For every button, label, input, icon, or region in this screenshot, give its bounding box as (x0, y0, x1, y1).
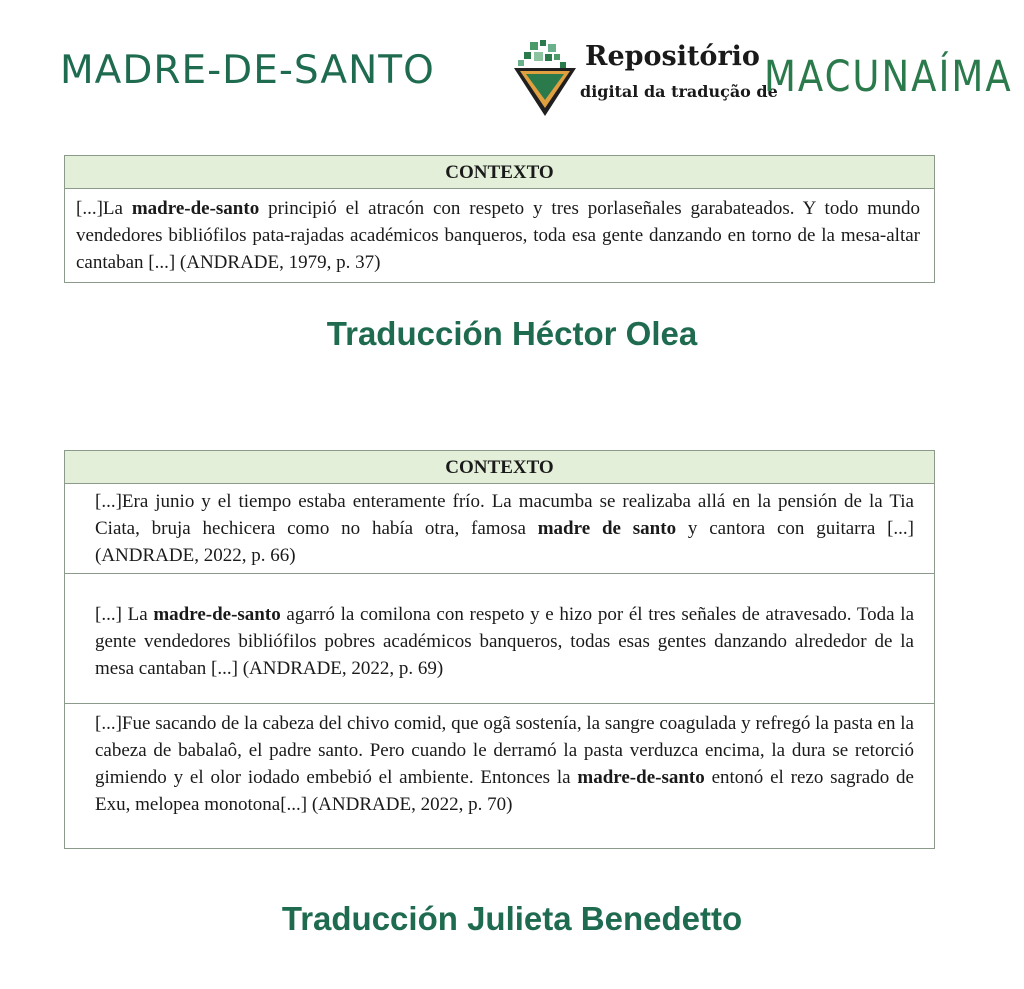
logo-line-macunaima: MACUNAÍMA (764, 52, 1013, 102)
context-text: principió el atracón con respeto y tres porlaseñales garabateados. Y todo mundo vendedores bibliófilos pata-rajadas académicos banqueros, toda esa gente danzando en torno de la mesa-altar cantaban [...] (ANDRADE, 1979, p. 37) (76, 198, 920, 273)
table-row (65, 484, 935, 574)
term-highlight: madre de santo (537, 518, 677, 539)
logo-line-digital: digital da tradução de (580, 82, 778, 101)
context-text: [...]La (76, 198, 132, 219)
context-text: [...]Era junio y el tiempo estaba enteramente frío. La macumba se realizaba allá en la pensión de la Tia Ciata, bruja hechicera como no había otra, famosa (95, 491, 914, 539)
context-cell (65, 574, 935, 704)
context-text: [...] La (95, 604, 154, 625)
term-highlight: madre-de-santo (131, 198, 260, 219)
translation-title-olea: Traducción Héctor Olea (326, 315, 698, 352)
translation-title-benedetto: Traducción Julieta Benedetto (281, 900, 743, 937)
context-text: agarró la comilona con respeto y e hizo por él tres señales de atravesado. Toda la gente vendedores bibliófilos pobres académicos banqueros, todas esas gentes danzando alrededor de la mesa cantaban [...] (ANDRADE, 2022, p. 69) (95, 604, 915, 679)
page-title: MADRE-DE-SANTO (60, 48, 435, 93)
context-header: CONTEXTO (65, 156, 935, 189)
table-row (65, 704, 935, 849)
table-row (65, 189, 935, 283)
repository-logo (512, 38, 1013, 118)
context-cell (65, 189, 935, 283)
context-table-olea (64, 155, 935, 283)
context-table-benedetto (64, 450, 935, 849)
context-text: [...]Fue sacando de la cabeza del chivo comid, que ogã sostenía, la sangre coagulada y refregó la pasta en la cabeza de babalaô, el padre santo. Pero cuando le derramó la pasta verduzca encima, la dura se retorció gimiendo y el olor iodado embebió el ambiente. Entonces la (95, 713, 914, 788)
context-text: entonó el rezo sagrado de Exu, melopea monotona[...] (ANDRADE, 2022, p. 70) (95, 767, 914, 815)
table-row (65, 574, 935, 704)
context-header: CONTEXTO (65, 451, 935, 484)
context-cell (65, 704, 935, 849)
logo-mark-icon (512, 38, 578, 118)
context-cell (65, 484, 935, 574)
term-highlight: madre-de-santo (577, 767, 705, 788)
logo-line-repositorio: Repositório (585, 41, 760, 72)
term-highlight: madre-de-santo (153, 604, 281, 625)
context-text: y cantora con guitarra [...] (ANDRADE, 2022, p. 66) (95, 518, 914, 566)
